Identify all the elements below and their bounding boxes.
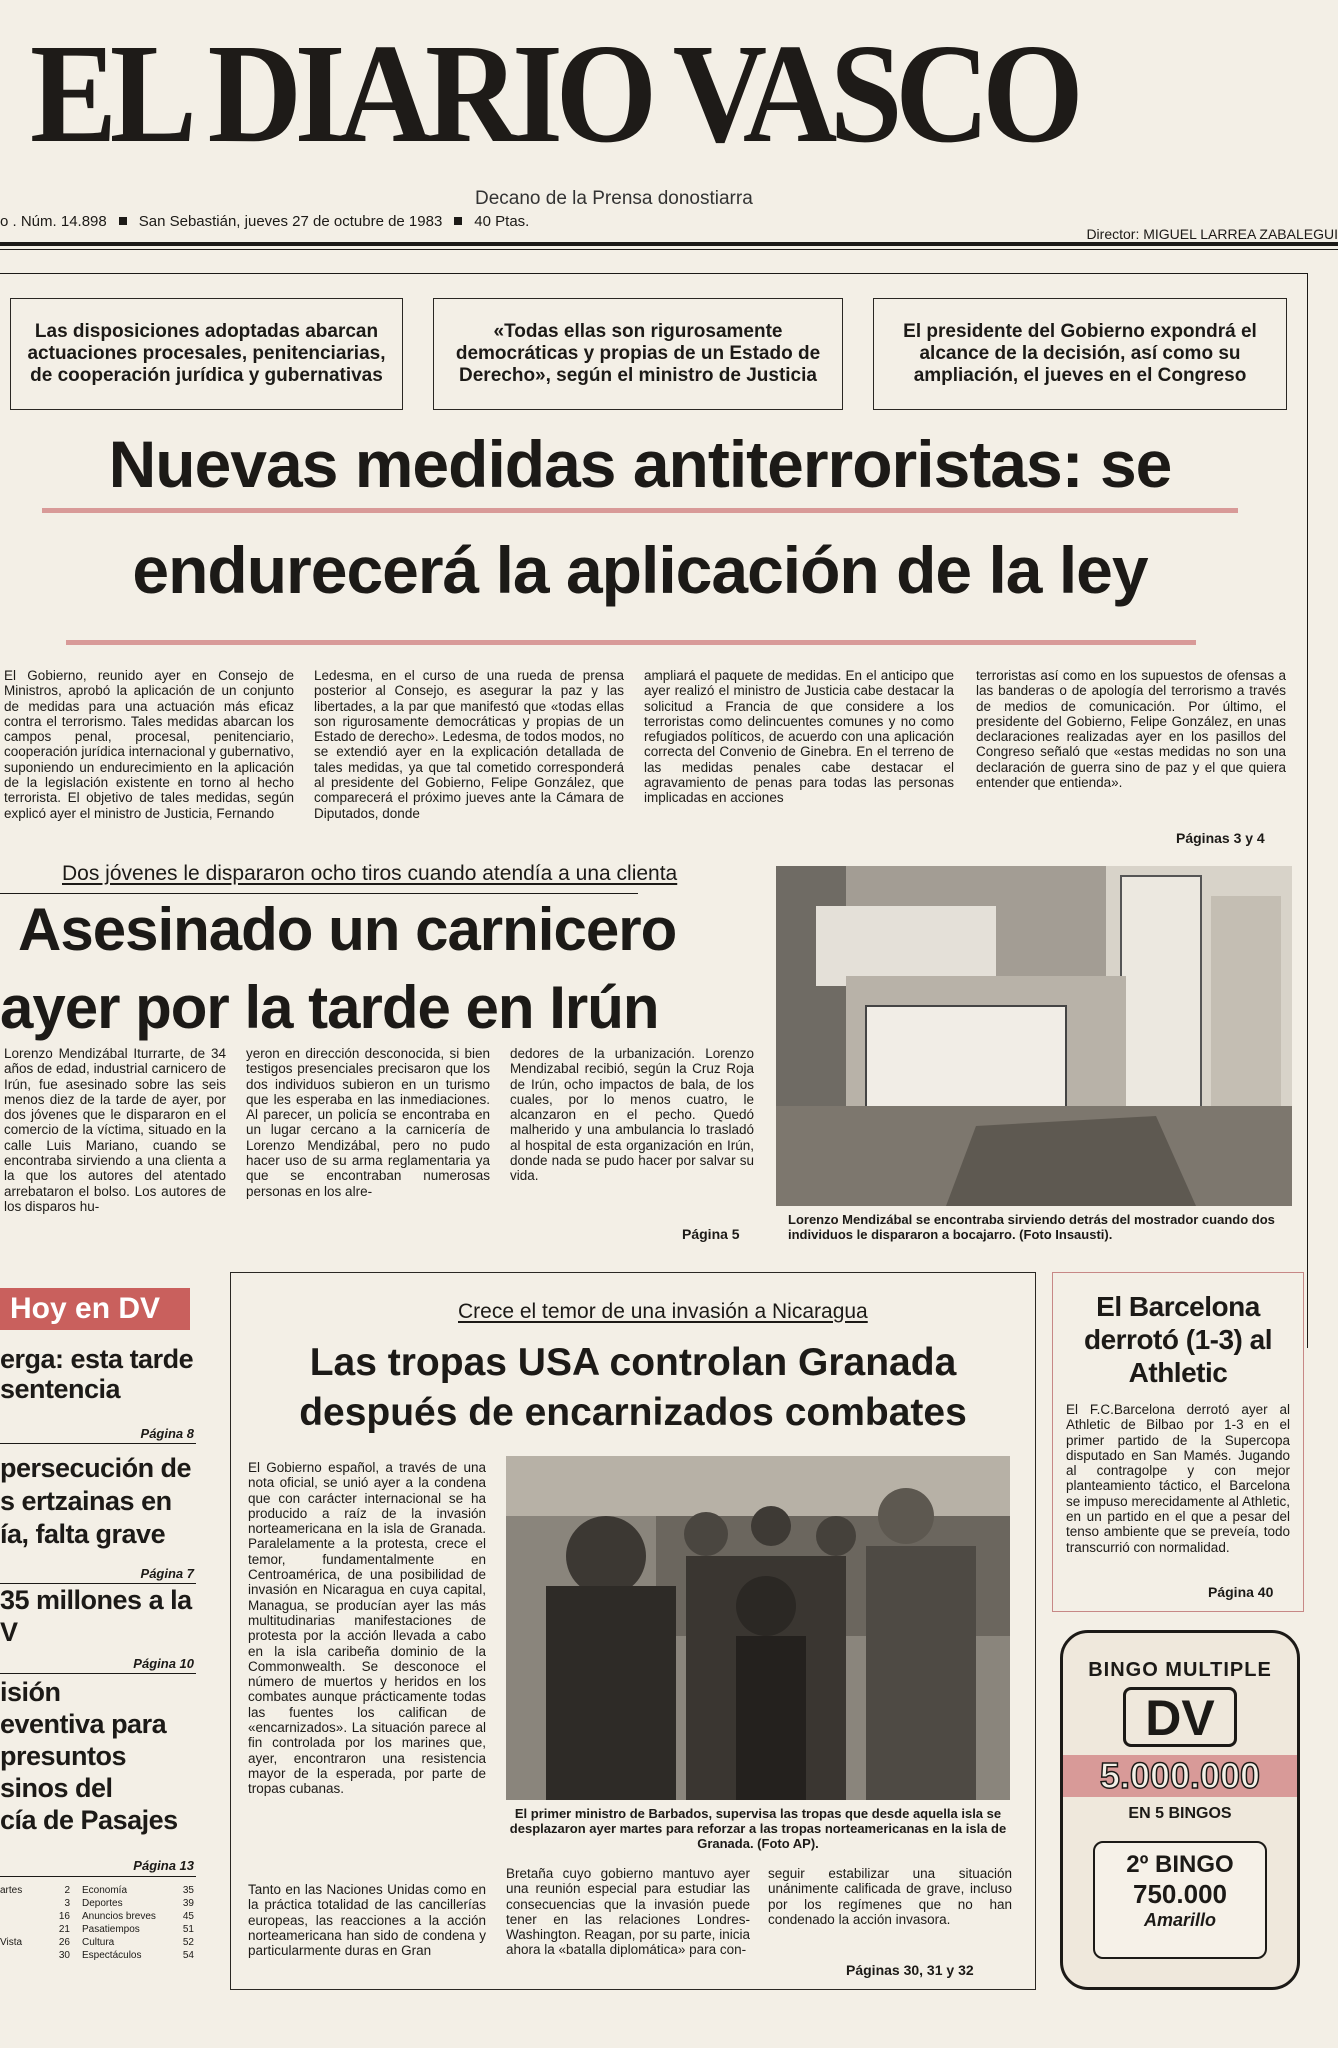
granada-column-1: El Gobierno español, a través de una nota oficial, se unió ayer a la condena que con carácter internacional se ha producido a raíz de la invasión norteamericana en la isla de Granada. Paralelamente a la protesta, crece el temor, fundamentalmente en Centroamérica, de una posibilidad de invasión en Nicaragua en cuya capital, Managua, se producían ayer las más multitudinarias manifestaciones de protesta por la acción llevada a cabo en la isla caribeña dominio de la Commonwealth. Se desconoce el número de muertos y heridos en los combates aunque prácticamente todas las fuentes los califican de «encarnizados». La situación parece al fin controlada por los marines que, ayer, encontraron una resistencia mayor de la esperada, por parte de tropas cubanas. (248, 1460, 486, 1797)
sidebar-index (0, 1884, 196, 1962)
barcelona-headline: El Barcelona derrotó (1-3) al Athletic (1083, 1291, 1273, 1388)
index-row: 3 Deportes 39 (64, 1898, 194, 1909)
index-row: 30 Espectáculos 54 (58, 1950, 194, 1961)
granada-headline-line-2: después de encarnizados combates (299, 1391, 967, 1434)
butcher-shop-photo (776, 866, 1292, 1206)
granada-column-1b: Tanto en las Naciones Unidas como en la práctica totalidad de las cancillerías europeas, las reacciones a la acción norteamericana han sido de condena y particularmente duras en Gran (248, 1882, 486, 1959)
bingo-amount: 5.000.000 (1063, 1755, 1297, 1797)
lead-headline-line-2: endurecerá la aplicación de la ley (132, 533, 1148, 607)
butcher-photo-caption: Lorenzo Mendizábal se encontraba sirviendo detrás del mostrador cuando dos individuos le dispararon a bocajarro. (Foto Insausti). (788, 1212, 1275, 1242)
lead-headline-line-1: Nuevas medidas antiterroristas: se (108, 427, 1172, 501)
summary-box-3: El presidente del Gobierno expondrá el alcance de la decisión, así como su ampliación, el jueves en el Congreso (873, 298, 1287, 410)
issue-number: o . Núm. 14.898 (0, 213, 107, 230)
sidebar-rule (0, 1876, 196, 1877)
sidebar-item-headline: erga: esta tarde sentencia (0, 1344, 194, 1404)
index-row: artes 2 Economía 35 (0, 1885, 194, 1896)
sidebar-item-page: Página 7 (140, 1566, 194, 1581)
irun-headline-line-2: ayer por la tarde en Irún (0, 974, 659, 1041)
irun-column-3: dedores de la urbanización. Lorenzo Mendizabal recibió, según la Cruz Roja de Irún, ocho impactos de bala, de los cuales, por lo menos cuatro, le alcanzaron en el pecho. Quedó malherido y una ambulancia lo trasladó al hospital de esta organización en Irún, donde nada se pudo hacer por salvar su vida. (510, 1046, 754, 1184)
granada-kicker: Crece el temor de una invasión a Nicaragua (458, 1300, 868, 1323)
sidebar-title: Hoy en DV (0, 1288, 190, 1330)
lead-column-4: terroristas así como en los supuestos de ofensas a las banderas o de apología del terrorismo a través de medios de comunicación. Por último, el presidente del Gobierno, Felipe González, en unas declaraciones realizadas ayer en los pasillos del Congreso señaló que «estas medidas no son una declaración de guerra sino de paz y el que quiera entender que entienda». (976, 668, 1286, 791)
summary-box-2: «Todas ellas son rigurosamente democráticas y propias de un Estado de Derecho», según el ministro de Justicia (433, 298, 843, 410)
sidebar-item-headline: 35 millones a la V (0, 1585, 192, 1647)
irun-kicker: Dos jóvenes le dispararon ocho tiros cuando atendía a una clienta (62, 862, 678, 885)
sidebar-item-page: Página 13 (133, 1858, 194, 1873)
barcelona-body: El F.C.Barcelona derrotó ayer al Athletic de Bilbao por 1-3 en el primer partido de la Supercopa disputado en San Mamés. Jugando al contragolpe y con mejor planteamiento táctico, el Barcelona se impuso merecidamente al Athletic, en un partido en el que a pesar del tenso ambiente que se preveía, todo transcurrió con normalidad. (1066, 1402, 1290, 1555)
index-row: 16 Anuncios breves 45 (58, 1911, 194, 1922)
bingo-color: Amarillo (1143, 1910, 1217, 1930)
director-line: Director: MIGUEL LARREA ZABALEGUI (1086, 226, 1338, 242)
granada-page-ref: Páginas 30, 31 y 32 (846, 1962, 974, 1978)
bingo-second-amount: 750.000 (1133, 1879, 1227, 1909)
sidebar-item-page: Página 8 (140, 1426, 194, 1441)
masthead-rule-thin (0, 249, 1338, 250)
frame-top-rule (0, 273, 1308, 274)
frame-right-rule (1307, 273, 1308, 1348)
summary-box-1: Las disposiciones adoptadas abarcan actuaciones procesales, penitenciarias, de cooperación jurídica y gubernativas (10, 298, 403, 410)
headline-underline (42, 508, 1238, 513)
lead-page-ref: Páginas 3 y 4 (1176, 830, 1265, 846)
irun-page-ref: Página 5 (682, 1226, 740, 1242)
irun-column-1: Lorenzo Mendizábal Iturrarte, de 34 años de edad, industrial carnicero de Irún, fue asesinado sobre las seis menos diez de la tarde de ayer, por dos jóvenes que le dispararon en el comercio de la víctima, situado en la calle Luis Mariano, cuando se encontraba sirviendo a una clienta a la que los autores del atentado arrebataron el bolso. Los autores de los disparos hu- (4, 1046, 226, 1214)
headline-underline (66, 640, 1196, 645)
lead-column-3: ampliará el paquete de medidas. En el anticipo que ayer realizó el ministro de Justicia cabe destacar la solicitud a Francia de que considere a los terroristas como delincuentes comunes y no como refugiados políticos, de acuerdo con una aplicación correcta del Convenio de Ginebra. En el terreno de las medidas penales cabe destacar el agravamiento de penas para todas las personas implicadas en acciones (644, 668, 954, 806)
irun-headline-line-1: Asesinado un carnicero (18, 896, 677, 963)
lead-column-1: El Gobierno, reunido ayer en Consejo de Ministros, aprobó la aplicación de un conjunto de medidas para una actuación más eficaz contra el terrorismo. Tales medidas abarcan los campos penal, procesal, penitenciario, cooperación jurídica internacional y gubernativo, suponiendo un endurecimiento en la aplicación de la legislación existente en torno al hecho terrorista. El objetivo de tales medidas, según explicó ayer el ministro de Justicia, Fernando (4, 668, 294, 821)
granada-photo-caption: El primer ministro de Barbados, supervisa las tropas que desde aquella isla se desplazaron ayer martes para reforzar a las tropas norteamericanas en la isla de Granada. (Foto AP). (509, 1806, 1007, 1851)
lead-column-2: Ledesma, en el curso de una rueda de prensa posterior al Consejo, es asegurar la paz y las libertades, a la par que manifestó que «todas ellas son rigurosamente democráticas y propias de un Estado de derecho». Ledesma, de todos modos, no se extendió ayer en la explicación detallada de tales medidas, ya que tal cometido corresponderá al presidente del Gobierno, Felipe González, que comparecerá el próximo jueves ante la Cámara de Diputados, donde (314, 668, 624, 821)
bingo-second-label: 2º BINGO (1126, 1851, 1234, 1878)
bingo-sub: EN 5 BINGOS (1128, 1805, 1232, 1822)
granada-troops-photo (506, 1456, 1010, 1800)
masthead-title: EL DIARIO VASCO (30, 14, 1077, 172)
masthead-subtitle: Decano de la Prensa donostiarra (475, 188, 753, 209)
granada-column-3: seguir estabilizar una situación unánimente calificada de grave, incluso por los regímenes que no han condenado la acción invasora. (768, 1866, 1012, 1927)
price: 40 Ptas. (474, 213, 530, 230)
granada-column-2: Bretaña cuyo gobierno mantuvo ayer una reunión especial para estudiar las consecuencias que la invasión puede tener en las relaciones Londres-Washington. Reagan, por su parte, inicia ahora la «batalla diplomática» para con- (506, 1866, 750, 1958)
troops-photo-illustration (506, 1456, 1010, 1800)
index-row: Vista 26 Cultura 52 (0, 1937, 194, 1948)
granada-headline-line-1: Las tropas USA controlan Granada (309, 1341, 957, 1384)
bingo-second-box (1093, 1841, 1267, 1959)
irun-column-2: yeron en dirección desconocida, si bien testigos presenciales precisaron que los dos individuos subieron en un turismo que les esperaba en las inmediaciones. Al parecer, un policía se encontraba en un lugar cercano a la carnicería de Lorenzo Mendizábal, pero no pudo hacer uso de su arma reglamentaria ya que se encontraban numerosas personas en los alre- (246, 1046, 490, 1199)
sidebar-rule (0, 1673, 196, 1674)
butcher-shop-photo-illustration (776, 866, 1292, 1206)
issue-info-line (0, 213, 529, 230)
sidebar-item-headline: isión eventiva para presuntos sinos del cía de Pasajes (0, 1677, 178, 1835)
index-row: 21 Pasatiempos 51 (58, 1924, 194, 1935)
sidebar-item-page: Página 10 (133, 1656, 194, 1671)
barcelona-page-ref: Página 40 (1208, 1584, 1274, 1600)
masthead-rule (0, 242, 1338, 246)
sidebar-rule (0, 1443, 196, 1444)
place-date: San Sebastián, jueves 27 de octubre de 1983 (138, 213, 443, 230)
bingo-logo: DV (1123, 1687, 1237, 1747)
sidebar-item-headline: persecución de s ertzainas en ía, falta grave (0, 1453, 192, 1549)
bingo-ad (1060, 1630, 1300, 1990)
bingo-title: BINGO MULTIPLE (1088, 1659, 1272, 1681)
